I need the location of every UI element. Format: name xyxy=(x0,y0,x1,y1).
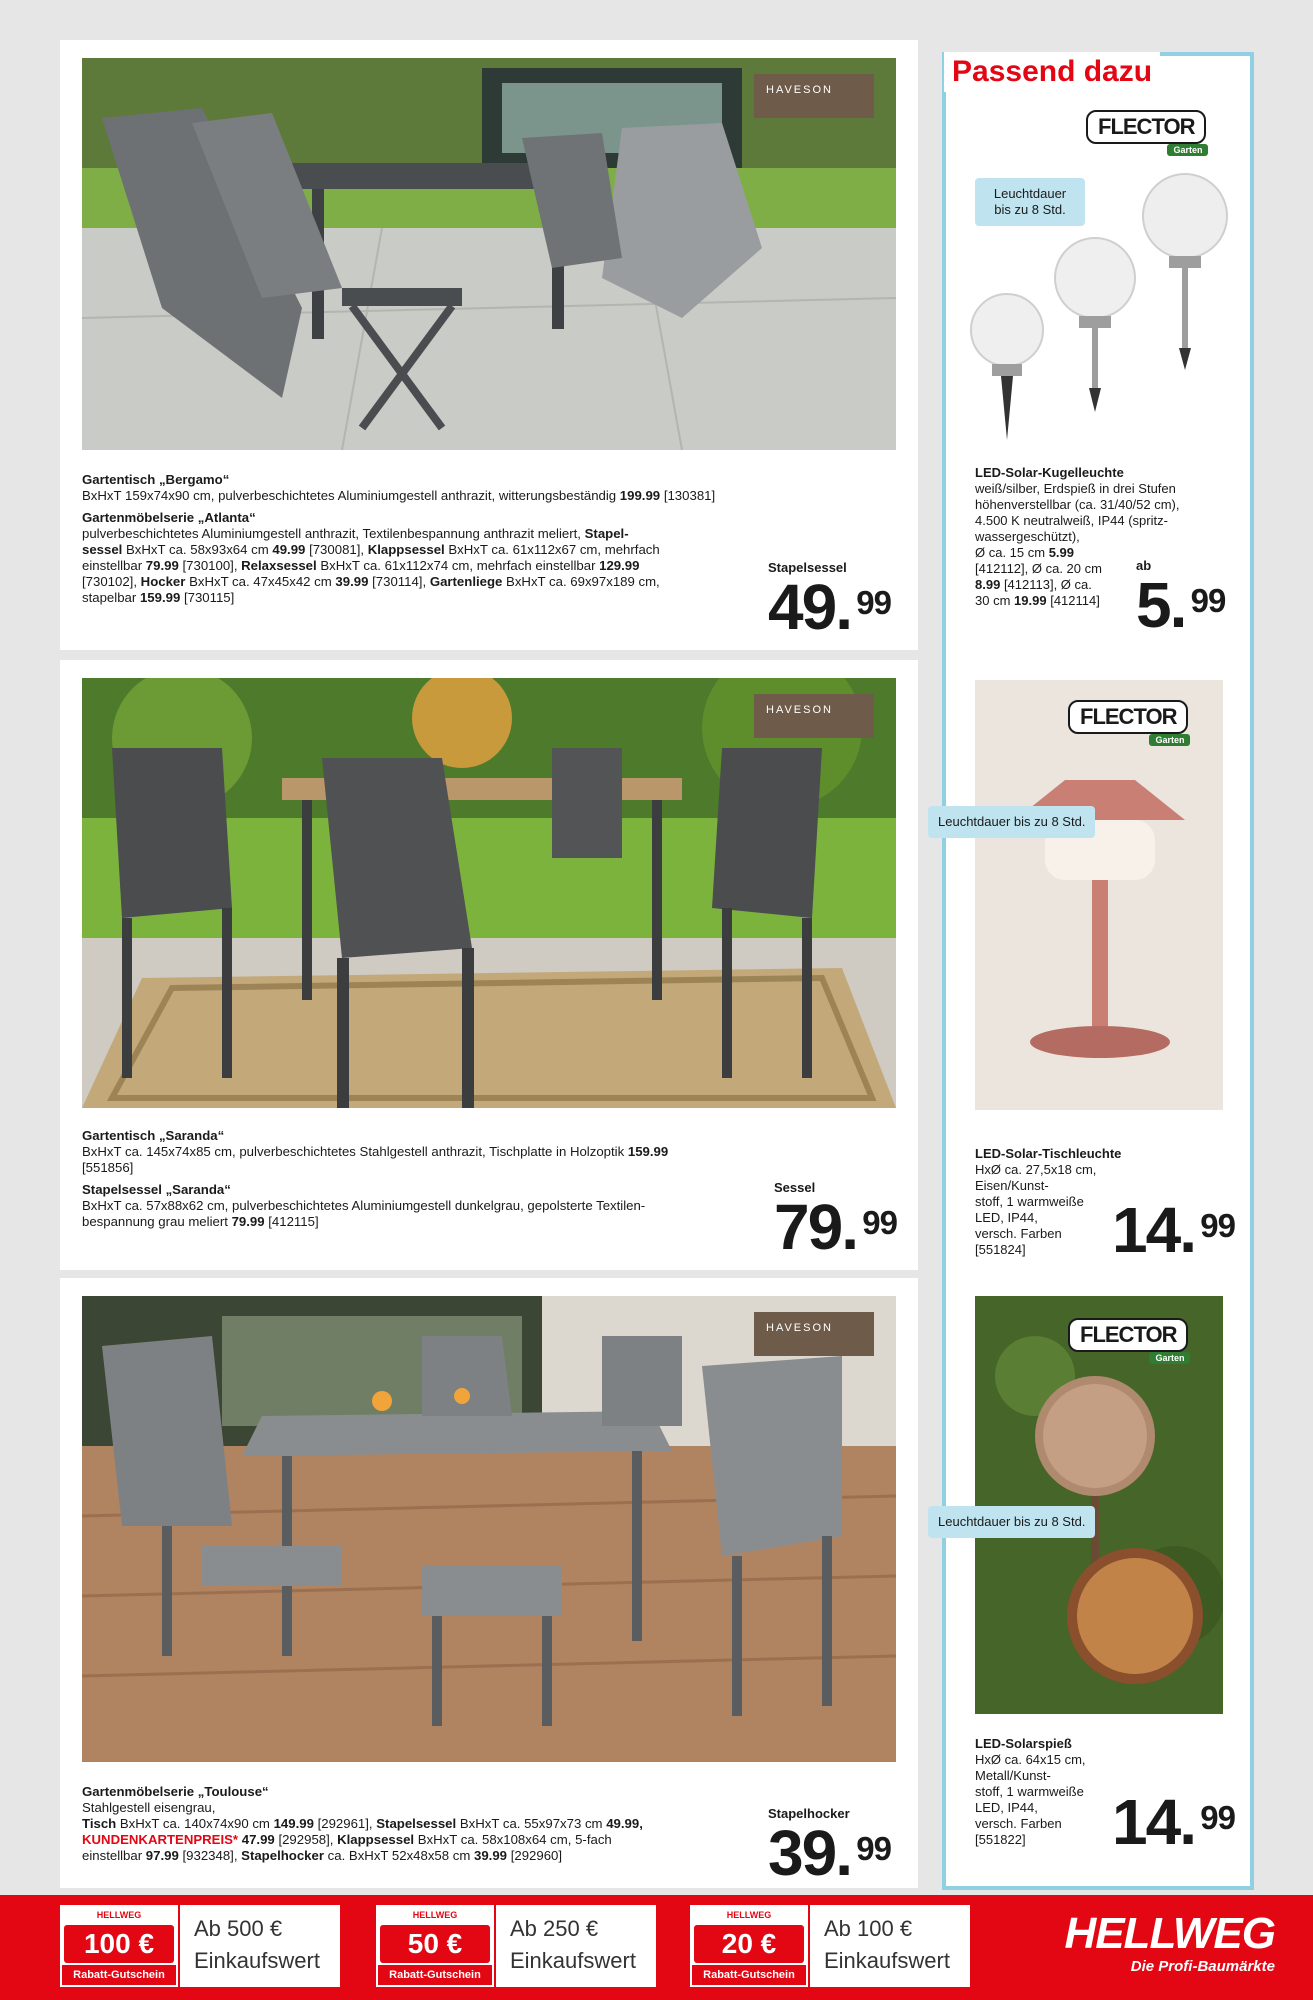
product-photo-atlanta xyxy=(82,58,896,450)
title-atlanta: Gartenmöbelserie „Atlanta“ xyxy=(82,510,256,525)
haveson-logo: HAVESON xyxy=(754,74,874,118)
duration-tag-kugel: Leuchtdauer bis zu 8 Std. xyxy=(975,178,1085,226)
price-kugel: ab 5. 99 xyxy=(1136,558,1226,641)
product-card-saranda xyxy=(60,660,918,1270)
price-solarspiess: 14. 99 xyxy=(1112,1786,1235,1858)
solarspiess-text: LED-Solarspieß HxØ ca. 64x15 cm, Metall/Kunst- stoff, 1 warmweiße LED, IP44, versch. Farben [551822] xyxy=(975,1736,1086,1847)
product-text-saranda: Gartentisch „Saranda“ BxHxT ca. 145x74x85 cm, pulverbeschichtetes Stahlgestell anthrazit, Tischplatte in Holzoptik 159.99 [551856] Stapelsessel „Saranda“ BxHxT ca. 57x88x62 cm, pulverbeschichtetes Aluminiumgestell dunkelgrau, gepolsterte Textilen- bespannung grau meliert 79.99 [412115] xyxy=(82,1128,782,1230)
flector-logo: FLECTOR Garten xyxy=(1086,110,1206,144)
coupon-50-info: Ab 250 € Einkaufswert xyxy=(496,1905,656,1987)
product-photo-toulouse xyxy=(82,1296,896,1762)
price-tischleuchte: 14. 99 xyxy=(1112,1194,1235,1266)
price-saranda: Sessel 79. 99 xyxy=(774,1180,897,1263)
product-photo-saranda xyxy=(82,678,896,1108)
product-text-atlanta: Gartentisch „Bergamo“ BxHxT 159x74x90 cm, pulverbeschichtetes Aluminiumgestell anthrazit, witterungsbeständig 199.99 [130381] Gartenmöbelserie „Atlanta“ pulverbeschichtetes Aluminiumgestell anthrazit, Textilenbespannung anthrazit meliert, Stapel- sessel BxHxT ca. 58x93x64 cm 49.99 [730081], Klappsessel BxHxT ca. 61x112x67 cm, mehrfach einstellbar 79.99 [730100], Relaxsessel BxHxT ca. 61x112x74 cm, mehrfach einstellbar 129.99 [730102], Hocker BxHxT ca. 47x45x42 cm 39.99 [730114], Gartenliege BxHxT ca. 69x97x189 cm, stapelbar 159.99 [730115] xyxy=(82,472,782,606)
hellweg-logo[interactable]: HELLWEG Die Profi-Baumärkte xyxy=(1064,1909,1275,1975)
coupon-100[interactable]: HELLWEG 100 € Rabatt-Gutschein xyxy=(60,1905,178,1987)
flector-logo: FLECTOR Garten xyxy=(1068,1318,1188,1352)
title-saranda-chair: Stapelsessel „Saranda“ xyxy=(82,1182,231,1197)
haveson-logo: HAVESON xyxy=(754,1312,874,1356)
coupon-50[interactable]: HELLWEG 50 € Rabatt-Gutschein xyxy=(376,1905,494,1987)
title-toulouse: Gartenmöbelserie „Toulouse“ xyxy=(82,1784,269,1799)
duration-tag-tisch: Leuchtdauer bis zu 8 Std. xyxy=(928,806,1095,838)
haveson-logo: HAVESON xyxy=(754,694,874,738)
title-saranda-table: Gartentisch „Saranda“ xyxy=(82,1128,225,1143)
product-card-toulouse xyxy=(60,1278,918,1888)
coupon-100-info: Ab 500 € Einkaufswert xyxy=(180,1905,340,1987)
price-atlanta: Stapelsessel 49. 99 xyxy=(768,560,891,643)
coupon-20-info: Ab 100 € Einkaufswert xyxy=(810,1905,970,1987)
duration-tag-spiess: Leuchtdauer bis zu 8 Std. xyxy=(928,1506,1095,1538)
flector-logo: FLECTOR Garten xyxy=(1068,700,1188,734)
kugel-text: LED-Solar-Kugelleuchte weiß/silber, Erdspieß in drei Stufen höhenverstellbar (ca. 31/40/52 cm), 4.500 K neutralweiß, IP44 (spritz- wassergeschützt), Ø ca. 15 cm 5.99 [412112], Ø ca. 20 cm 8.99 [412113], Ø ca. 30 cm 19.99 [412114] xyxy=(975,465,1180,608)
product-card-atlanta xyxy=(60,40,918,650)
coupon-20[interactable]: HELLWEG 20 € Rabatt-Gutschein xyxy=(690,1905,808,1987)
title-bergamo: Gartentisch „Bergamo“ xyxy=(82,472,230,487)
side-heading: Passend dazu xyxy=(944,52,1160,92)
product-text-toulouse: Gartenmöbelserie „Toulouse“ Stahlgestell eisengrau, Tisch BxHxT ca. 140x74x90 cm 149.99 [292961], Stapelsessel BxHxT ca. 55x97x73 cm 49.99, KUNDENKARTENPREIS* 47.99 [292958], Klappsessel BxHxT ca. 58x108x64 cm, 5-fach einstellbar 97.99 [932348], Stapelhocker ca. BxHxT 52x48x58 cm 39.99 [292960] xyxy=(82,1784,782,1864)
tischleuchte-text: LED-Solar-Tischleuchte HxØ ca. 27,5x18 cm, Eisen/Kunst- stoff, 1 warmweiße LED, IP44, versch. Farben [551824] xyxy=(975,1146,1122,1257)
kugel-lamps-image xyxy=(955,160,1245,460)
price-toulouse: Stapelhocker 39. 99 xyxy=(768,1806,891,1889)
